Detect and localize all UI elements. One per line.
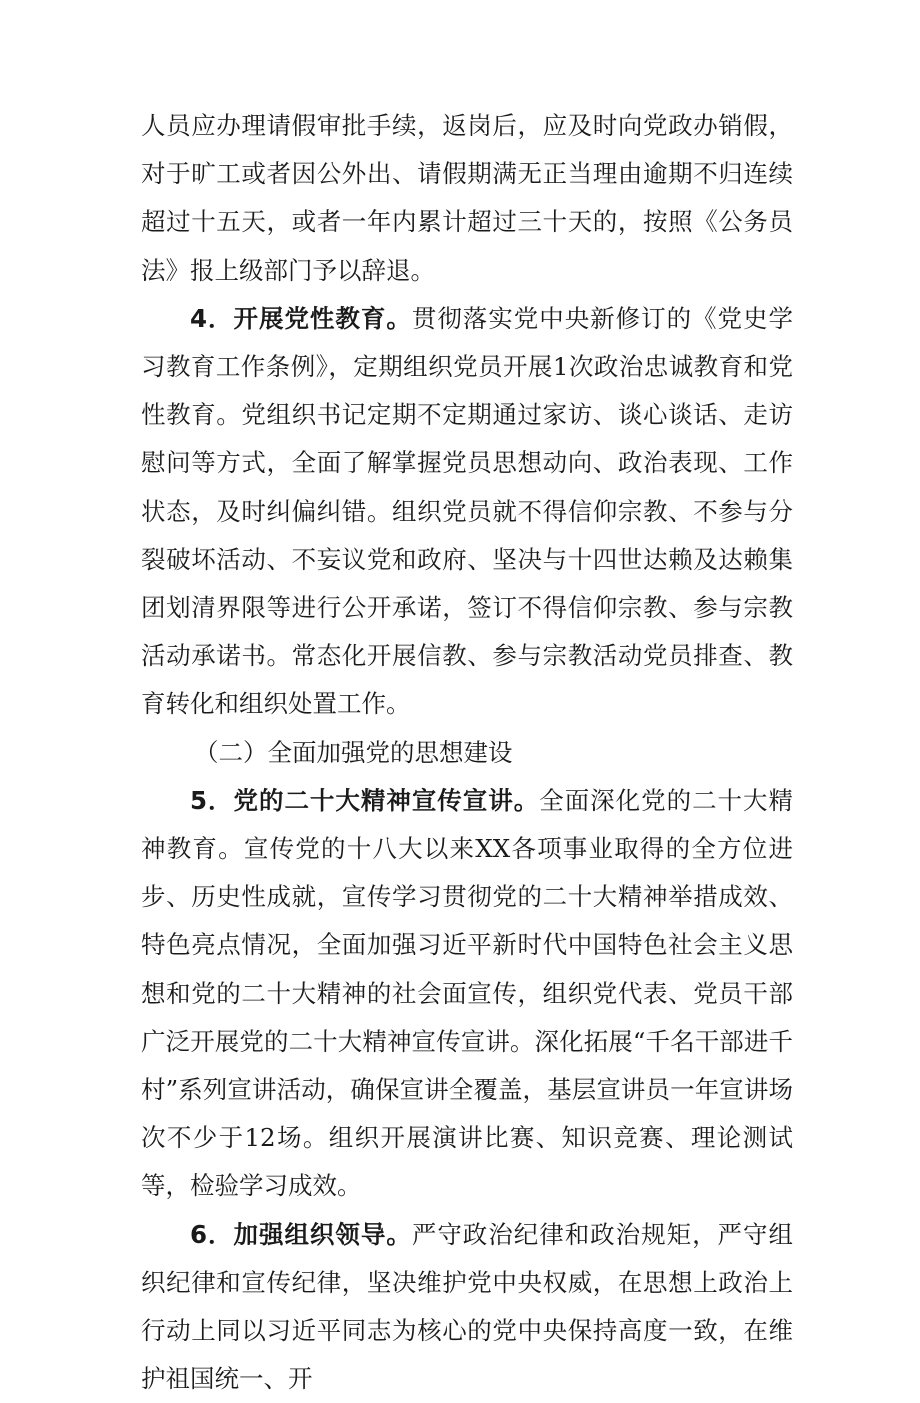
- section-heading: [141, 729, 793, 777]
- paragraph-lead: 4．开展党性教育。: [190, 303, 412, 333]
- paragraph-lead: 6．加强组织领导。: [190, 1219, 412, 1249]
- paragraph-text: 贯彻落实党中央新修订的《党史学习教育工作条例》，定期组织党员开展1次政治忠诚教育和党性教育。党组织书记定期不定期通过家访、谈心谈话、走访慰问等方式，全面了解掌握党员思想动向、政治表现、工作状态，及时纠偏纠错。组织党员就不得信仰宗教、不参与分裂破坏活动、不妄议党和政府、坚决与十四世达赖及达赖集团划清界限等进行公开承诺，签订不得信仰宗教、参与宗教活动承诺书。常态化开展信教、参与宗教活动党员排查、教育转化和组织处置工作。: [141, 303, 794, 719]
- paragraph-leave-approval: [141, 102, 793, 295]
- paragraph-organizational-leadership: [141, 1211, 793, 1403]
- document-body: [141, 102, 793, 1403]
- paragraph-text: 全面深化党的二十大精神教育。宣传党的十八大以来XX各项事业取得的全方位进步、历史性成就，宣传学习贯彻党的二十大精神举措成效、特色亮点情况，全面加强习近平新时代中国特色社会主义思想和党的二十大精神的社会面宣传，组织党代表、党员干部广泛开展党的二十大精神宣传宣讲。深化拓展“千名干部进千村”系列宣讲活动，确保宣讲全覆盖，基层宣讲员一年宣讲场次不少于12场。组织开展演讲比赛、知识竞赛、理论测试等，检验学习成效。: [141, 785, 794, 1201]
- paragraph-party-spirit-education: [141, 295, 793, 729]
- paragraph-lead: 5．党的二十大精神宣传宣讲。: [190, 785, 540, 815]
- heading-text: （二）全面加强党的思想建设: [194, 737, 513, 767]
- paragraph-text: 人员应办理请假审批手续，返岗后，应及时向党政办销假，对于旷工或者因公外出、请假期满无正当理由逾期不归连续超过十五天，或者一年内累计超过三十天的，按照《公务员法》报上级部门予以辞退。: [141, 111, 793, 285]
- paragraph-text: 严守政治纪律和政治规矩，严守组织纪律和宣传纪律，坚决维护党中央权威，在思想上政治上行动上同以习近平同志为核心的党中央保持高度一致，在维护祖国统一、开: [141, 1219, 794, 1394]
- paragraph-congress-spirit-publicity: [141, 777, 793, 1211]
